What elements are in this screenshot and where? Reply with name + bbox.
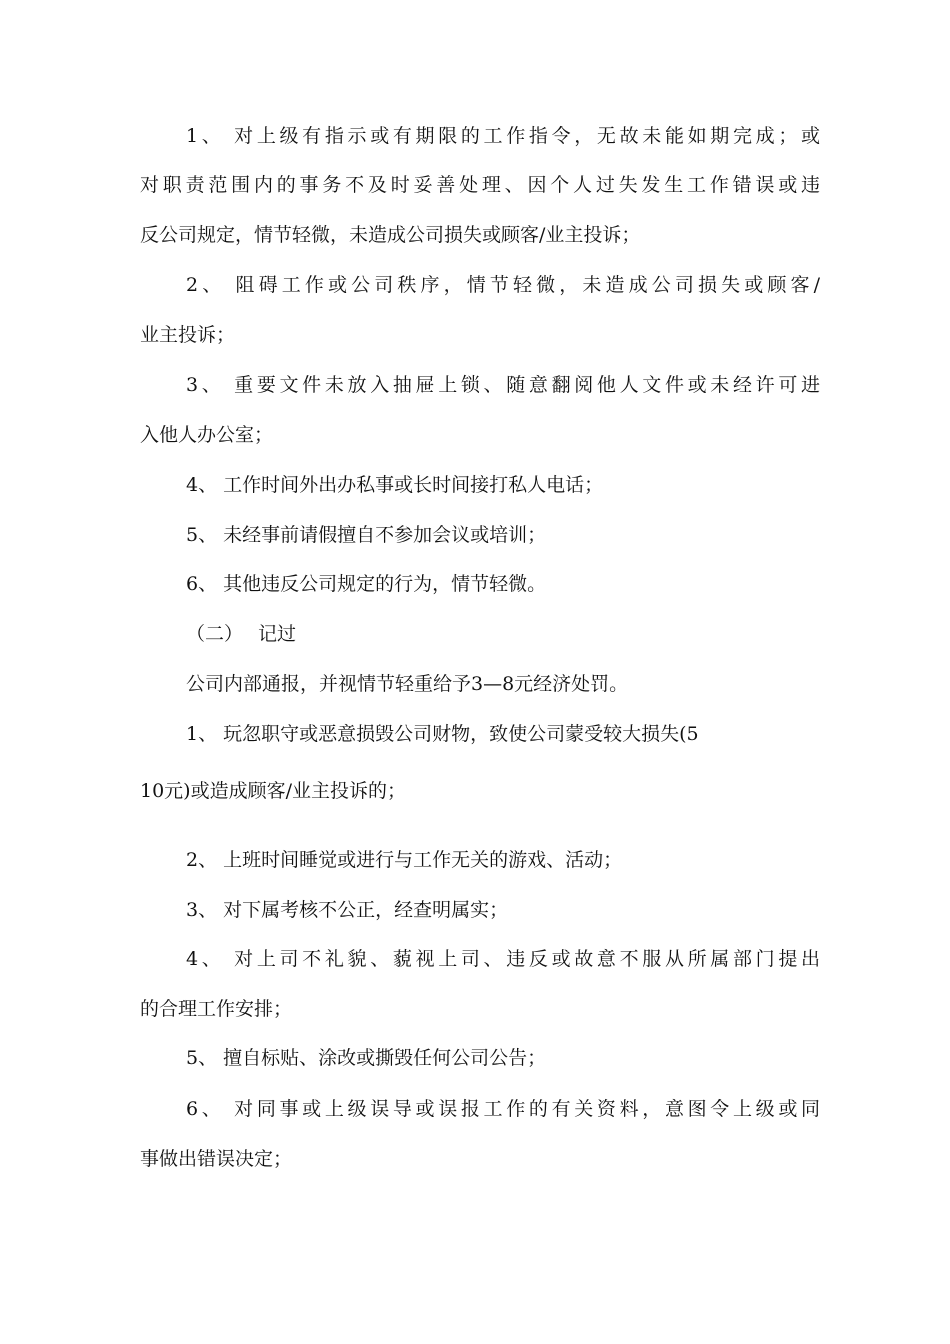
paragraph-line: 反公司规定，情节轻微，未造成公司损失或顾客/业主投诉； bbox=[140, 224, 641, 246]
paragraph-line: 5、 未经事前请假擅自不参加会议或培训； bbox=[186, 524, 547, 546]
paragraph-line: 3、 重要文件未放入抽屉上锁、随意翻阅他人文件或未经许可进 bbox=[186, 374, 820, 396]
paragraph-line: 6、 对同事或上级误导或误报工作的有关资料，意图令上级或同 bbox=[186, 1098, 820, 1120]
section-heading-title: 记过 bbox=[258, 623, 297, 645]
paragraph-line: 公司内部通报，并视情节轻重给予3—8元经济处罚。 bbox=[186, 673, 629, 695]
paragraph-line: 的合理工作安排； bbox=[140, 998, 293, 1020]
paragraph-line: 1、 对上级有指示或有期限的工作指令，无故未能如期完成；或 bbox=[186, 125, 820, 147]
paragraph-line: 业主投诉； bbox=[140, 324, 236, 346]
paragraph-line: 4、 工作时间外出办私事或长时间接打私人电话； bbox=[186, 474, 604, 496]
paragraph-line: 1、 玩忽职守或恶意损毁公司财物，致使公司蒙受较大损失(5 bbox=[186, 723, 699, 745]
paragraph-line: 5、 擅自标贴、涂改或撕毁任何公司公告； bbox=[186, 1047, 547, 1069]
paragraph-line: 3、 对下属考核不公正，经查明属实； bbox=[186, 899, 509, 921]
paragraph-line: 6、 其他违反公司规定的行为，情节轻微。 bbox=[186, 573, 547, 595]
paragraph-line: 2、 上班时间睡觉或进行与工作无关的游戏、活动； bbox=[186, 849, 623, 871]
paragraph-line: 10元)或造成顾客/业主投诉的； bbox=[140, 780, 406, 802]
paragraph-line: 2、 阻碍工作或公司秩序，情节轻微，未造成公司损失或顾客/ bbox=[186, 274, 820, 296]
paragraph-line: 入他人办公室； bbox=[140, 424, 274, 446]
section-heading bbox=[186, 622, 820, 646]
section-heading-number: （二） bbox=[186, 623, 244, 645]
paragraph-line: 事做出错误决定； bbox=[140, 1148, 293, 1170]
paragraph-line: 4、 对上司不礼貌、藐视上司、违反或故意不服从所属部门提出 bbox=[186, 948, 820, 970]
paragraph-line: 对职责范围内的事务不及时妥善处理、因个人过失发生工作错误或违 bbox=[140, 174, 820, 196]
